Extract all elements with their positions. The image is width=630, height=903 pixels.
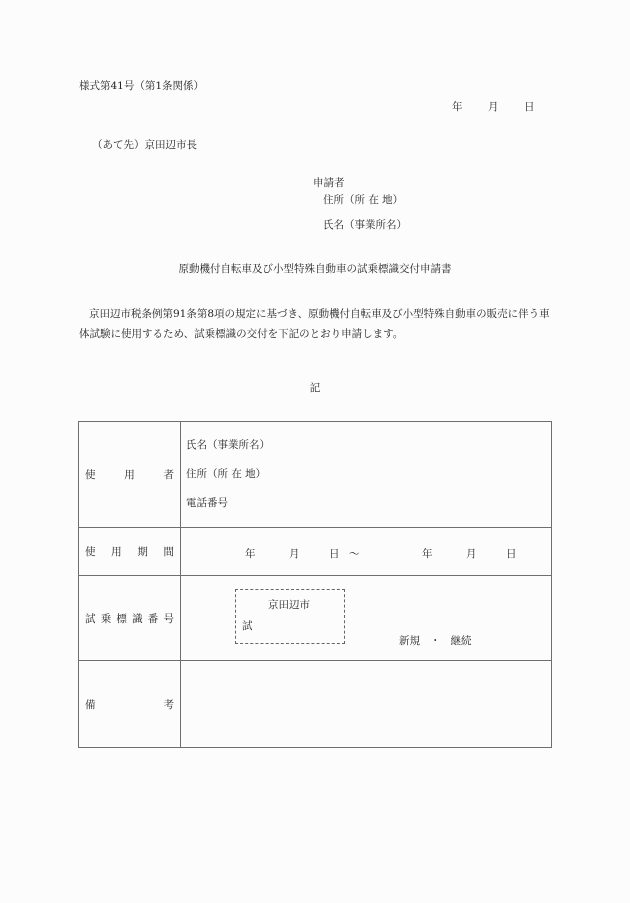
period-cell[interactable] [181,528,552,576]
remarks-cell[interactable] [181,661,552,748]
plate-number-box[interactable] [235,589,345,644]
plate-cell[interactable] [181,576,552,661]
user-address-field: 住所（所 在 地） [186,468,267,480]
document-body: 京田辺市税条例第91条第8項の規定に基づき、原動機付自転車及び小型特殊自動車の販売に伴う車体試験に使用するため、試乗標識の交付を下記のとおり申請します。 [79,308,550,340]
date-year-label: 年 [452,101,463,113]
table-row-remarks [79,661,552,748]
recipient: （あて先）京田辺市長 [92,139,197,151]
type-continue-option[interactable]: 継続 [450,635,472,647]
table-row-user [79,422,552,528]
remarks-label: 備 考 [85,698,174,711]
user-phone-field: 電話番号 [186,497,228,509]
date-month-label: 月 [488,101,499,113]
type-separator: ・ [430,635,441,647]
application-date [452,102,535,113]
period-label-cell [79,528,181,576]
ki-heading: 記 [309,382,321,394]
application-table [78,421,552,748]
applicant-name-label: 氏名（事業所名） [323,219,407,231]
plate-label-cell [79,576,181,661]
user-name-field: 氏名（事業所名） [186,439,270,451]
plate-label: 試 乗 標 識 番 号 [85,612,174,625]
table-row-period [79,528,552,576]
plate-prefix: 試 [242,620,253,632]
plate-city: 京田辺市 [268,599,310,611]
plate-type-options [399,633,472,648]
date-day-label: 日 [524,101,535,113]
user-label-cell [79,422,181,528]
form-number: 様式第41号（第1条関係） [79,80,205,92]
type-new-option[interactable]: 新規 [399,635,420,647]
user-label: 使 用 者 [85,469,174,481]
remarks-label-cell [79,661,181,748]
tilde-separator: ～ [349,548,360,560]
user-fields-cell[interactable] [181,422,552,528]
table-row-plate-number [79,576,552,661]
applicant-address-label: 住所（所 在 地） [323,194,404,206]
document-title: 原動機付自転車及び小型特殊自動車の試乗標識交付申請書 [178,263,452,275]
period-label: 使 用 期 間 [85,546,174,558]
period-to: 年 月 日 [422,548,517,560]
applicant-label: 申請者 [313,177,345,189]
period-from: 年 月 日 ～ [245,548,360,560]
